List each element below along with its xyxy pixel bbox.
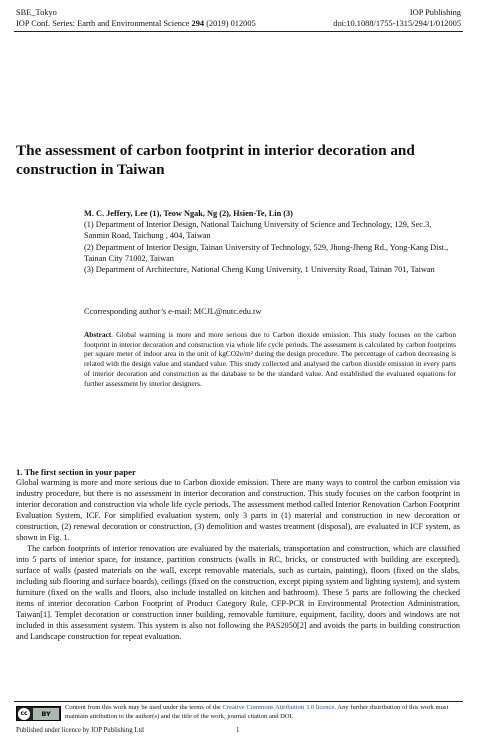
running-header-left: SBE_Tokyo — [16, 8, 57, 17]
paper-title: The assessment of carbon footprint in interior decoration and construction in Taiwan — [16, 142, 415, 178]
paragraph-1: Global warming is more and more serious due to Carbon dioxide emission. There are many ways to control the carbon emission via industry procedure, but there is no assessment in interior decoration and construction. This study focuses on the carbon footprint in interior decoration and construction via whole life cycle periods. The assessment method called Interior Renovation Carbon Footprint Evaluation System, ICF. For simplified evaluation system, only 3 parts in (1) material and construction in new decoration or construction, (2) renewal decoration or construction, (3) demolition and wastes treatment (disposal), are evaluated in ICF system, as shown in Fig. 1. — [16, 478, 460, 542]
license-text-before: Content from this work may be used under the terms of the — [65, 704, 223, 711]
affiliation-1: (1) Department of Interior Design, National Taichung University of Science and Technology, 129, Sec.3, Sanmin Road, Taichung , 404, Taiwan — [84, 220, 432, 241]
section-body — [16, 477, 460, 642]
page-number: 1 — [236, 727, 240, 734]
license-notice — [16, 703, 462, 723]
journal-prefix: IOP Conf. Series: Earth and Environmental Science — [16, 19, 192, 28]
license-text-after: . Any further distribution of this work must maintain attribution to the author(s) and the title of the work, journal citation and DOI. — [65, 704, 449, 720]
licence-link[interactable]: Creative Commons Attribution 3.0 licence — [222, 704, 335, 711]
running-header-publisher: IOP Publishing — [409, 8, 461, 17]
author-block — [84, 208, 454, 275]
abstract-text: . Global warming is more and more serious due to Carbon dioxide emission. This study focuses on the carbon footprint in interior decoration and construction via whole life cycle periods. The assessment is calculated by carbon footprints per square meter of indoor area in the unit of kgCO2e/m² during the design procedure. The percentage of carbon decreasing is related with the design value and standard value. This study collected and analysed the carbon dioxide emission in every parts of interior decoration and construction as the database to be the standard value. And established the evaluated equations for further assessment by interior designers. — [84, 330, 456, 388]
section-heading: 1. The first section in your paper — [16, 467, 136, 477]
header-divider — [14, 31, 463, 32]
license-text — [65, 704, 463, 721]
corresponding-email: Ccorresponding author’s e-mail: MCJL@nutc.edu.tw — [84, 307, 262, 316]
journal-volume: 294 — [191, 19, 205, 28]
journal-suffix: (2019) 012005 — [204, 19, 256, 28]
publisher-footer: Published under licence by IOP Publishing Ltd — [16, 727, 144, 734]
license-divider — [14, 701, 463, 702]
author-names: M. C. Jeffery, Lee (1), Teow Ngak, Ng (2), Hsien-Te, Lin (3) — [84, 209, 293, 218]
by-icon: BY — [33, 708, 59, 720]
affiliation-2: (2) Department of Interior Design, Tainan University of Technology, 529, Jhong-Jheng Rd., Yong-Kang Dist., Tainan City 71002, Taiwan — [84, 242, 449, 263]
abstract — [84, 330, 456, 388]
paragraph-2: The carbon footprints of interior renovation are evaluated by the materials, transportation and construction, which are classified into 5 parts of interior space, for instance, partition constructs (walls in RC, bricks, or constructed with building are excepted), surface of walls (pasted materials on the wall, except removable materials, such as curtain, painting), floors (fixed on the slabs, including sub flooring and surface boards), ceilings (fixed on the construction, except piping system and lighting system), and system furniture (fixed on the walls and floors, also include installed on kitchen and bathroom). These 5 parts are following the checked items of interior decoration Carbon Footprint of Product Category Rule, CFP-PCR in Environmental Protection Administration, Taiwan[1]. Templet decoration or construction inner building, removable furniture, equipment, facility, doors and windows are not included in this assessment system. This system is also not following the PAS2050[2] and avoids the parts in building construction and Landscape construction for repeat evaluation. — [16, 544, 460, 641]
affiliation-3: (3) Department of Architecture, National Cheng Kung University, 1 University Road, Tainan 701, Taiwan — [84, 265, 435, 275]
journal-citation — [16, 19, 256, 29]
doi: doi:10.1088/1755-1315/294/1/012005 — [333, 19, 461, 28]
cc-by-badge[interactable] — [16, 706, 61, 721]
abstract-label: Abstract — [84, 330, 112, 339]
cc-icon: cc — [18, 708, 30, 720]
